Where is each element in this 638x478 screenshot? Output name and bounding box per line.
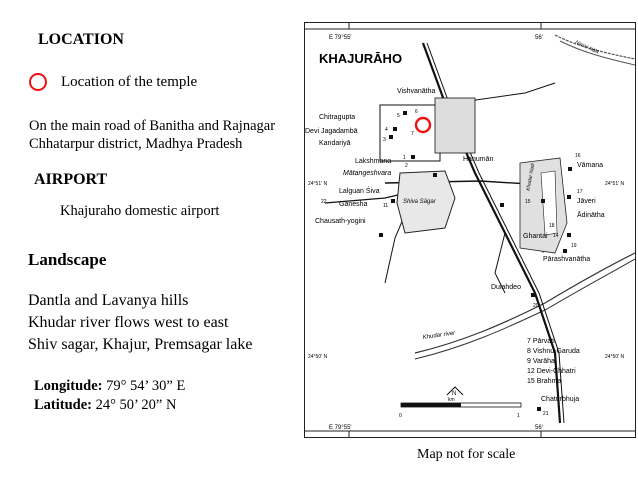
khajuraho-map xyxy=(304,22,636,438)
label-brahma: 15 Brahma xyxy=(527,378,562,385)
label-ganesha: Ganesha xyxy=(339,201,368,208)
map-lat-upper-left: 24°51' N xyxy=(308,181,328,187)
num-21: 21 xyxy=(543,411,549,417)
num-15: 15 xyxy=(525,199,531,205)
num-14: 14 xyxy=(553,233,559,239)
latitude-label: Latitude: xyxy=(34,397,92,413)
location-line-1: On the main road of Banitha and Rajnagar xyxy=(29,118,276,134)
num-6: 6 xyxy=(415,109,418,115)
num-16: 16 xyxy=(575,153,581,159)
label-vishnu-garuda: 8 Vishnu-Garuda xyxy=(527,348,580,355)
label-dulahdeo: Dulahdeo xyxy=(491,284,521,291)
num-17: 17 xyxy=(577,189,583,195)
label-lakshmana: Lakshmana xyxy=(355,158,392,165)
map-lon-top-right: 56' xyxy=(535,35,543,41)
label-narori-nala: Narori Nālā xyxy=(574,39,600,56)
num-5: 5 xyxy=(397,113,400,119)
map-lon-top-left: E 79°55' xyxy=(329,35,352,41)
longitude-label: Longitude: xyxy=(34,378,103,394)
map-caption: Map not for scale xyxy=(417,447,516,462)
landscape-line-3: Shiv sagar, Khajur, Premsagar lake xyxy=(28,336,253,353)
label-chitragupta: Chitragupta xyxy=(319,114,356,121)
num-3: 3 xyxy=(383,137,386,143)
legend-temple xyxy=(29,73,197,91)
landscape-line-1: Dantla and Lavanya hills xyxy=(28,292,189,309)
longitude-value: 79° 54’ 30” E xyxy=(106,378,186,394)
num-19: 19 xyxy=(571,243,577,249)
scale-unit: km xyxy=(448,397,455,403)
label-lalguan-siva: Lalguan Śiva xyxy=(339,188,380,195)
scale-start: 0 xyxy=(399,413,402,419)
label-devi-jagadamba: Devi Jagadambā xyxy=(305,128,358,135)
map-drawing xyxy=(305,23,635,437)
num-2: 2 xyxy=(405,163,408,169)
label-devi-chhatri: 12 Devi-Chhatri xyxy=(527,368,576,375)
legend-text: Location of the temple xyxy=(61,73,198,90)
north-arrow-icon xyxy=(447,387,463,397)
map-title: KHAJURĀHO xyxy=(319,51,403,66)
label-vamana: Vāmana xyxy=(577,162,604,169)
label-javeri: Jāveri xyxy=(577,198,596,205)
label-kandariya: Kandariyā xyxy=(319,140,351,147)
scale-end: 1 xyxy=(517,413,520,419)
label-chausath-yogini: Chausath-yogini xyxy=(315,218,366,225)
label-adinatha: Ādinātha xyxy=(577,212,605,219)
temple-marker-icon xyxy=(416,118,430,132)
north-label: N xyxy=(452,391,457,397)
label-khudar-river: Khudar river xyxy=(422,330,456,341)
location-heading: LOCATION xyxy=(38,31,124,48)
map-lon-bottom-right: 56' xyxy=(535,425,543,431)
num-18: 18 xyxy=(549,223,555,229)
label-varaha: 9 Varāha xyxy=(527,358,555,365)
map-lat-lower-left: 24°50' N xyxy=(308,354,328,360)
latitude-row xyxy=(34,397,176,414)
map-lat-upper-right: 24°51' N xyxy=(605,181,625,187)
label-parashvanatha: Pārashvanātha xyxy=(543,256,591,263)
label-vishvanatha: Vishvanātha xyxy=(397,88,436,95)
num-22: 22 xyxy=(321,199,327,205)
longitude-row xyxy=(34,378,185,395)
label-parvati: 7 Pārvati xyxy=(527,338,555,345)
label-hanuman: Hanumān xyxy=(463,156,494,163)
label-shiva-sagar: Shiva Sāgar xyxy=(403,199,436,205)
latitude-value: 24° 50’ 20” N xyxy=(95,397,177,413)
num-4: 4 xyxy=(385,127,388,133)
num-20: 20 xyxy=(533,303,539,309)
landscape-heading: Landscape xyxy=(28,250,107,269)
airport-heading: AIRPORT xyxy=(34,171,108,188)
label-matangeshvara: Mātangeshvara xyxy=(343,170,392,177)
airport-text: Khajuraho domestic airport xyxy=(60,203,220,219)
label-chaturbhuja: Chaturbhuja xyxy=(541,396,580,403)
num-1: 1 xyxy=(403,155,406,161)
location-line-2: Chhatarpur district, Madhya Pradesh xyxy=(29,136,243,152)
label-khudar-nadi: Khudar Nadi xyxy=(525,162,537,192)
num-7: 7 xyxy=(411,131,414,137)
landscape-line-2: Khudar river flows west to east xyxy=(28,314,229,331)
num-11: 11 xyxy=(383,203,389,209)
map-lon-bottom-left: E 79°55' xyxy=(329,425,352,431)
map-lat-lower-right: 24°50' N xyxy=(605,354,625,360)
red-circle-icon xyxy=(29,73,47,91)
label-ghantai: Ghantai xyxy=(523,233,548,240)
